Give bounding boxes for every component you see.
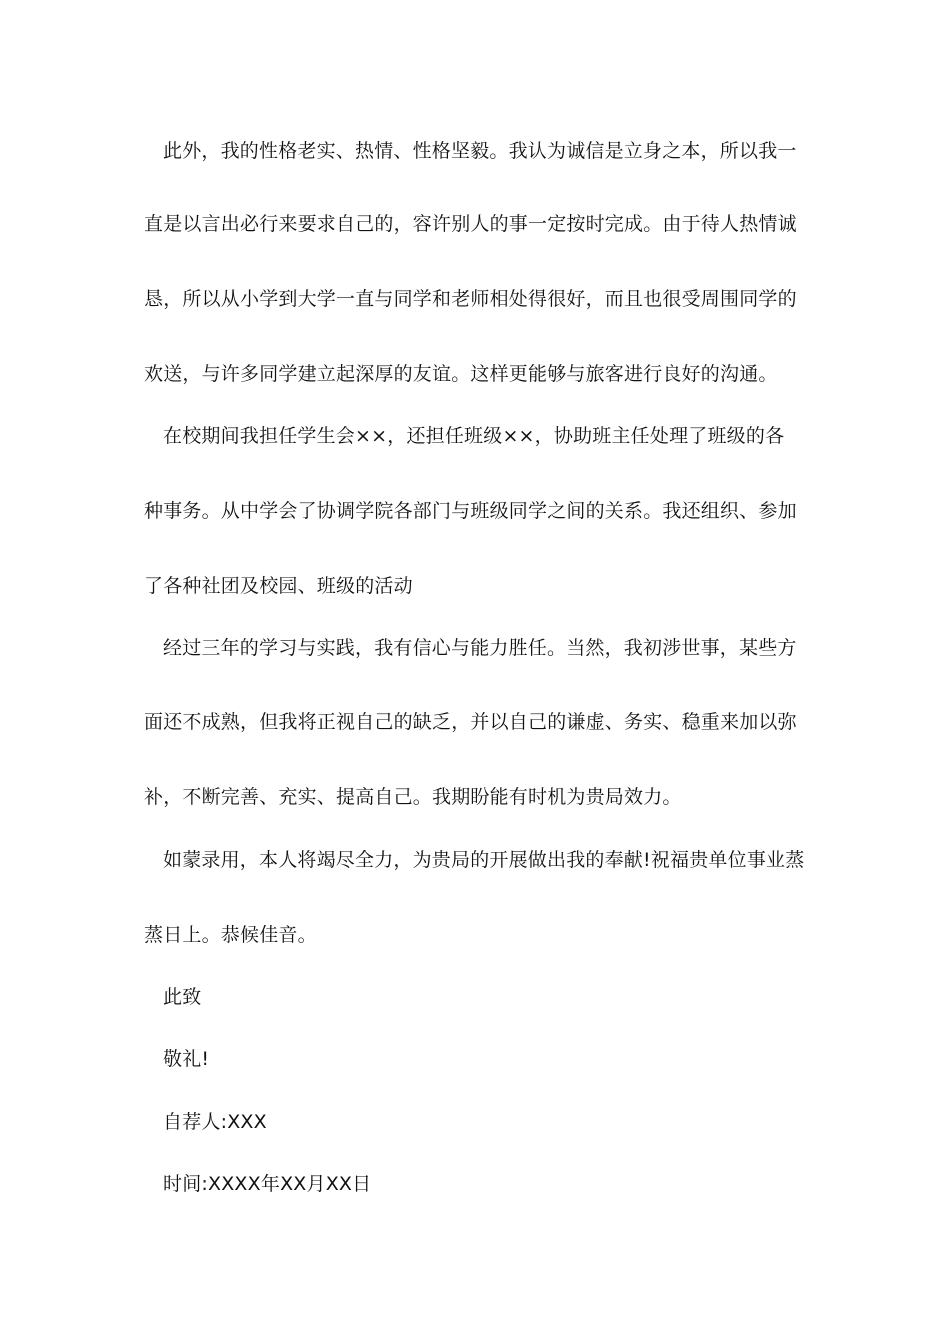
text-line: 蒸日上。恭候佳音。: [144, 924, 317, 946]
text-line: 在校期间我担任学生会××，还担任班级××，协助班主任处理了班级的各: [163, 425, 785, 447]
text-line: 种事务。从中学会了协调学院各部门与班级同学之间的关系。我还组织、参加: [144, 500, 797, 522]
signer: 自荐人:XXX: [163, 1111, 267, 1133]
text-line: 如蒙录用，本人将竭尽全力，为贵局的开展做出我的奉献!祝福贵单位事业蒸: [163, 849, 805, 871]
text-line: 欢送，与许多同学建立起深厚的友谊。这样更能够与旅客进行良好的沟通。: [144, 363, 778, 385]
text-line: 补，不断完善、充实、提高自己。我期盼能有时机为贵局效力。: [144, 786, 682, 808]
text-line: 直是以言出必行来要求自己的，容许别人的事一定按时完成。由于待人热情诚: [144, 213, 797, 235]
text-line: 了各种社团及校园、班级的活动: [144, 575, 413, 597]
regards: 敬礼!: [163, 1048, 210, 1070]
salutation: 此致: [163, 986, 202, 1008]
text-line: 面还不成熟，但我将正视自己的缺乏，并以自己的谦虚、务实、稳重来加以弥: [144, 711, 797, 733]
date: 时间:XXXX年XX月XX日: [163, 1173, 372, 1195]
text-line: 此外，我的性格老实、热情、性格坚毅。我认为诚信是立身之本，所以我一: [163, 140, 797, 162]
text-line: 经过三年的学习与实践，我有信心与能力胜任。当然，我初涉世事，某些方: [163, 637, 797, 659]
text-line: 恳，所以从小学到大学一直与同学和老师相处得很好，而且也很受周围同学的: [144, 288, 797, 310]
